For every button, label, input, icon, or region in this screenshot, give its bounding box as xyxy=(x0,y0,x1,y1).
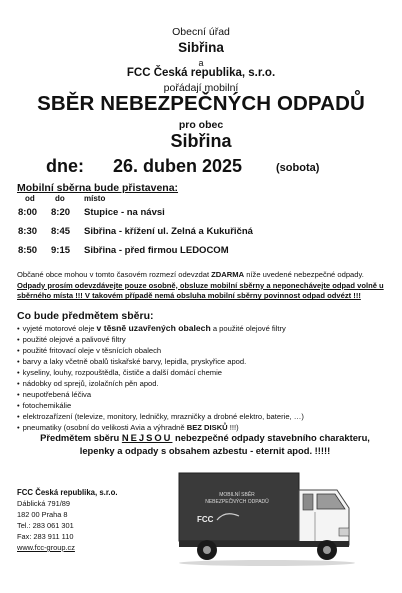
forbidden-text-1: Předmětem sběru xyxy=(40,432,122,443)
for-town-label: pro obec xyxy=(178,119,224,131)
list-item xyxy=(17,323,304,334)
date-label: dne: xyxy=(46,156,84,176)
page-title: SBĚR NEBEZPEČNÝCH ODPADŮ xyxy=(37,92,365,115)
item-6-text: nádobky od sprejů, izolačních pěn apod. xyxy=(22,379,159,389)
item-5-text: kyseliny, louhy, rozpouštědla, čističe a další domácí chemie xyxy=(22,368,223,378)
stations-heading: Mobilní sběrna bude přistavena: xyxy=(17,182,179,194)
list-item xyxy=(17,367,304,378)
company-fax: Fax: 283 911 110 xyxy=(17,532,74,541)
organizer-town: Sibřina xyxy=(178,40,224,55)
company-city: 182 00 Praha 8 xyxy=(17,510,68,519)
list-item xyxy=(17,389,304,400)
item-2-text: použité olejové a palivové filtry xyxy=(22,335,126,345)
item-10-text-bold: BEZ DISKŮ xyxy=(186,423,228,433)
notice-free: ZDARMA xyxy=(211,270,245,279)
station-row-1-to: 8:20 xyxy=(51,207,71,218)
item-1-text-a: vyjeté motorové oleje xyxy=(22,324,97,333)
truck-icon xyxy=(177,470,357,570)
notice-paragraph xyxy=(17,270,385,302)
item-10-text-c: !!!) xyxy=(227,423,239,433)
truck-body xyxy=(179,473,299,541)
item-1-text-c: a použité olejové filtry xyxy=(210,324,286,333)
header-to: do xyxy=(55,194,65,203)
truck-text-1: MOBILNÍ SBĚR xyxy=(219,492,255,498)
item-9-text: elektrozařízení (televize, monitory, ledničky, mrazničky a drobné elektro, baterie, …) xyxy=(22,412,304,422)
company-tel: Tel.: 283 061 301 xyxy=(17,521,74,530)
station-row-2-to: 8:45 xyxy=(51,226,71,237)
notice-text-2: níže uvedené nebezpečné odpady. xyxy=(244,270,364,279)
organize-text: pořádají mobilní xyxy=(163,82,239,94)
list-item xyxy=(17,411,304,422)
station-row-3-to: 9:15 xyxy=(51,245,71,256)
list-item xyxy=(17,345,304,356)
company-website[interactable]: www.fcc-group.cz xyxy=(17,543,75,552)
items-heading: Co bude předmětem sběru: xyxy=(17,310,154,322)
item-4-text: barvy a laky včetně obalů tiskařské barvy, lepidla, pryskyřice apod. xyxy=(22,357,247,367)
company-street: Dáblická 791/89 xyxy=(17,499,71,508)
station-row-2-from: 8:30 xyxy=(18,226,38,237)
forbidden-text-2: nebezpečné odpady stavebního charakteru, xyxy=(172,432,370,443)
item-7-text: neupotřebená léčiva xyxy=(22,390,92,400)
conjunction: a xyxy=(198,58,204,68)
header-place: místo xyxy=(84,194,106,203)
station-row-3-place: Sibřina - před firmou LEDOCOM xyxy=(84,245,229,256)
truck-grille xyxy=(339,528,349,536)
date-weekday: (sobota) xyxy=(276,162,320,174)
station-row-1-place: Stupice - na návsi xyxy=(84,207,165,218)
item-10-text-a: pneumatiky (osobní do velikosti Avia a výhradně xyxy=(22,423,187,433)
items-list xyxy=(17,323,304,433)
notice-warning: Odpady prosím odevzdávejte pouze osobně, obsluze mobilní sběrny a neponechávejte odpad volně u sběrného místa !!! V takovém případě nemá obsluha mobilní sběrny povinnost odpad odvézt !!! xyxy=(17,280,384,301)
date-value: 26. duben 2025 xyxy=(113,156,243,176)
company-name: FCC Česká republika, s.r.o. xyxy=(17,488,118,497)
truck-text-2: NEBEZPEČNÝCH ODPADŮ xyxy=(205,499,269,505)
station-row-1-from: 8:00 xyxy=(18,207,38,218)
list-item xyxy=(17,356,304,367)
town-name: Sibřina xyxy=(170,131,232,151)
list-item xyxy=(17,334,304,345)
list-item xyxy=(17,400,304,411)
header-from: od xyxy=(25,194,35,203)
station-row-3-from: 8:50 xyxy=(18,245,38,256)
notice-text-1: Občané obce mohou v tomto časovém rozmezí odevzdat xyxy=(17,270,212,279)
forbidden-not: NEJSOU xyxy=(121,432,173,443)
forbidden-notice xyxy=(30,432,380,457)
office-name: Obecní úřad xyxy=(172,26,230,38)
cab-side-window xyxy=(303,494,313,510)
list-item xyxy=(17,378,304,389)
station-row-2-place: Sibřina - křížení ul. Zelná a Kukuřičná xyxy=(84,226,253,237)
organizer-company: FCC Česká republika, s.r.o. xyxy=(126,67,276,79)
truck-logo: FCC xyxy=(197,515,214,524)
item-1-text-bold: v těsně uzavřených obalech xyxy=(96,323,211,333)
forbidden-text-3: lepenky a odpady s obsahem azbestu - eternit apod. !!!!! xyxy=(79,444,331,456)
item-8-text: fotochemikálie xyxy=(22,401,72,411)
item-3-text: použité fritovací oleje v těsnících obalech xyxy=(22,346,162,356)
collection-truck-image xyxy=(177,470,357,570)
